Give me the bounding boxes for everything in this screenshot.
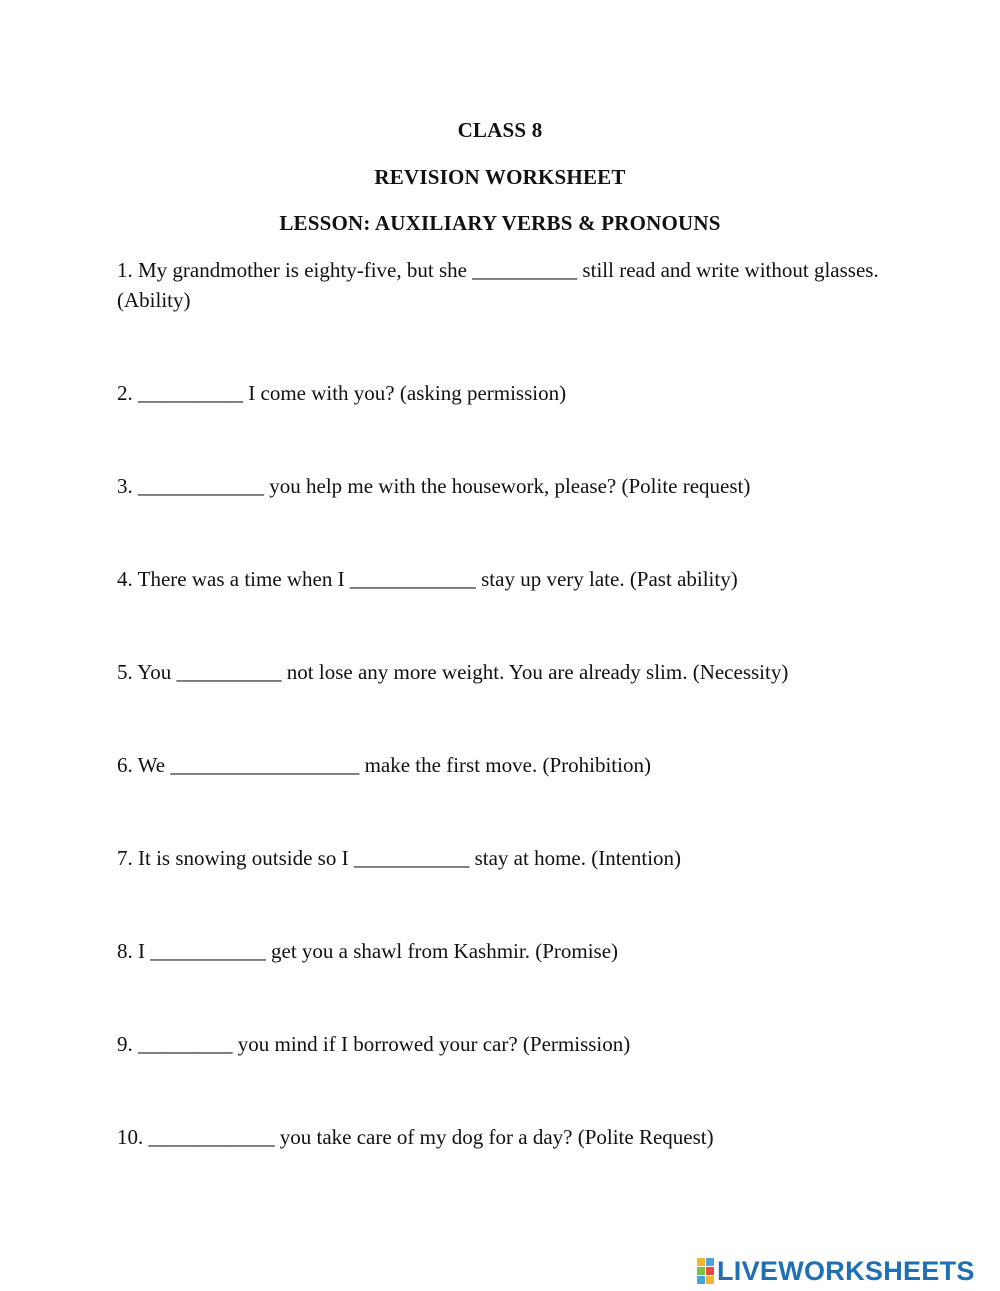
question-7: 7. It is snowing outside so I ___________ stay at home. (Intention) — [117, 846, 682, 870]
logo-text: LIVEWORKSHEETS — [717, 1256, 975, 1286]
worksheet-title: REVISION WORKSHEET — [374, 165, 626, 189]
logo-blocks-icon — [697, 1258, 714, 1284]
question-5: 5. You __________ not lose any more weight. You are already slim. (Necessity) — [117, 660, 789, 684]
class-heading: CLASS 8 — [457, 118, 543, 142]
logo-block — [706, 1267, 714, 1275]
question-3: 3. ____________ you help me with the housework, please? (Polite request) — [117, 474, 751, 498]
liveworksheets-logo[interactable] — [697, 1258, 975, 1284]
logo-block — [697, 1258, 705, 1266]
logo-block — [706, 1258, 714, 1266]
question-2: 2. __________ I come with you? (asking permission) — [117, 381, 567, 405]
question-1: 1. My grandmother is eighty-five, but she __________ still read and write without glasses. (Ability) — [117, 258, 879, 312]
question-4: 4. There was a time when I ____________ stay up very late. (Past ability) — [117, 567, 738, 591]
question-10: 10. ____________ you take care of my dog for a day? (Polite Request) — [117, 1125, 714, 1149]
logo-block — [697, 1267, 705, 1275]
question-8: 8. I ___________ get you a shawl from Kashmir. (Promise) — [117, 939, 619, 963]
logo-block — [697, 1276, 705, 1284]
lesson-heading: LESSON: AUXILIARY VERBS & PRONOUNS — [279, 211, 721, 235]
logo-block — [706, 1276, 714, 1284]
question-6: 6. We __________________ make the first move. (Prohibition) — [117, 753, 651, 777]
question-9: 9. _________ you mind if I borrowed your car? (Permission) — [117, 1032, 631, 1056]
